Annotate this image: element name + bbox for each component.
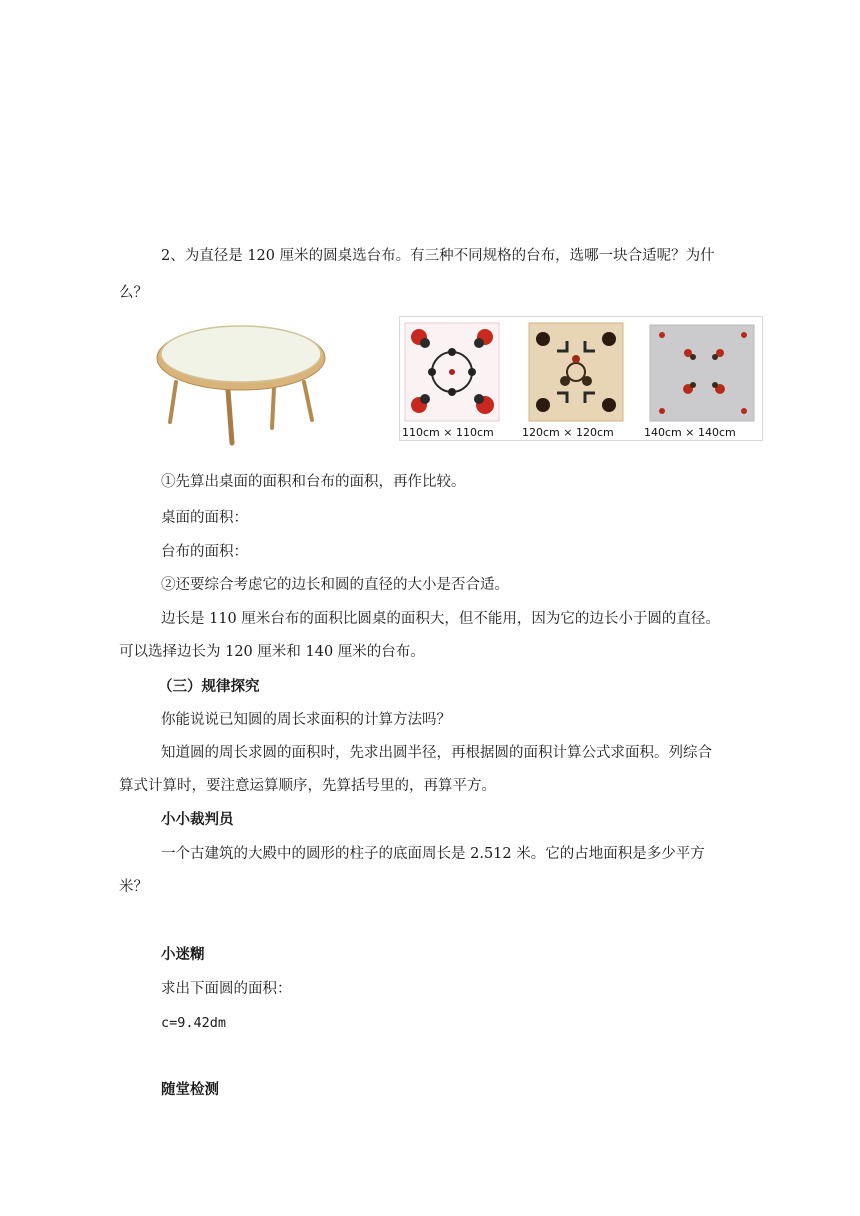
tablecloth-beige-pattern-icon <box>527 321 625 423</box>
table-leg <box>304 382 312 420</box>
section3-heading: （三）规律探究 <box>158 679 260 695</box>
cloth-area-label: 台布的面积： <box>161 544 248 560</box>
tablecloth-options-figure <box>399 316 763 441</box>
muddle-given: c=9.42dm <box>161 1015 227 1031</box>
problem2-line1: 2、为直径是 120 厘米的圆桌选台布。有三种不同规格的台布，选哪一块合适呢？为什 <box>161 248 715 264</box>
table-leg <box>272 388 274 428</box>
check-heading: 随堂检测 <box>161 1082 219 1098</box>
round-table-image <box>156 316 326 448</box>
step2-text: ②还要综合考虑它的边长和圆的直径的大小是否合适。 <box>161 577 509 593</box>
cloth-size-label: 120cm × 120cm <box>522 426 614 439</box>
judge-line1: 一个古建筑的大殿中的圆形的柱子的底面周长是 2.512 米。它的占地面积是多少平方 <box>161 846 705 862</box>
answer-line2: 可以选择边长为 120 厘米和 140 厘米的台布。 <box>119 644 425 660</box>
table-top <box>161 326 321 382</box>
problem2-line2: 么？ <box>119 285 148 301</box>
muddle-prompt: 求出下面圆的面积： <box>161 981 292 997</box>
step1-text: ①先算出桌面的面积和台布的面积，再作比较。 <box>161 474 466 490</box>
judge-heading: 小小裁判员 <box>161 812 234 828</box>
table-area-label: 桌面的面积： <box>161 510 248 526</box>
tablecloth-white-red-floral-icon <box>403 321 501 423</box>
muddle-heading: 小迷糊 <box>161 947 205 963</box>
table-leg <box>170 382 176 422</box>
judge-line2: 米？ <box>119 879 148 895</box>
section3-question: 你能说说已知圆的周长求面积的计算方法吗？ <box>161 712 451 728</box>
answer-line1: 边长是 110 厘米台布的面积比圆桌的面积大，但不能用，因为它的边长小于圆的直径。 <box>161 611 720 627</box>
tablecloth-gray-lace-icon <box>648 321 756 423</box>
cloth-size-label: 140cm × 140cm <box>644 426 736 439</box>
section3-explain-line2: 算式计算时，要注意运算顺序，先算括号里的，再算平方。 <box>119 778 496 794</box>
section3-explain-line1: 知道圆的周长求圆的面积时，先求出圆半径，再根据圆的面积计算公式求面积。列综合 <box>161 745 712 761</box>
table-leg <box>228 390 232 443</box>
cloth-size-label: 110cm × 110cm <box>402 426 494 439</box>
